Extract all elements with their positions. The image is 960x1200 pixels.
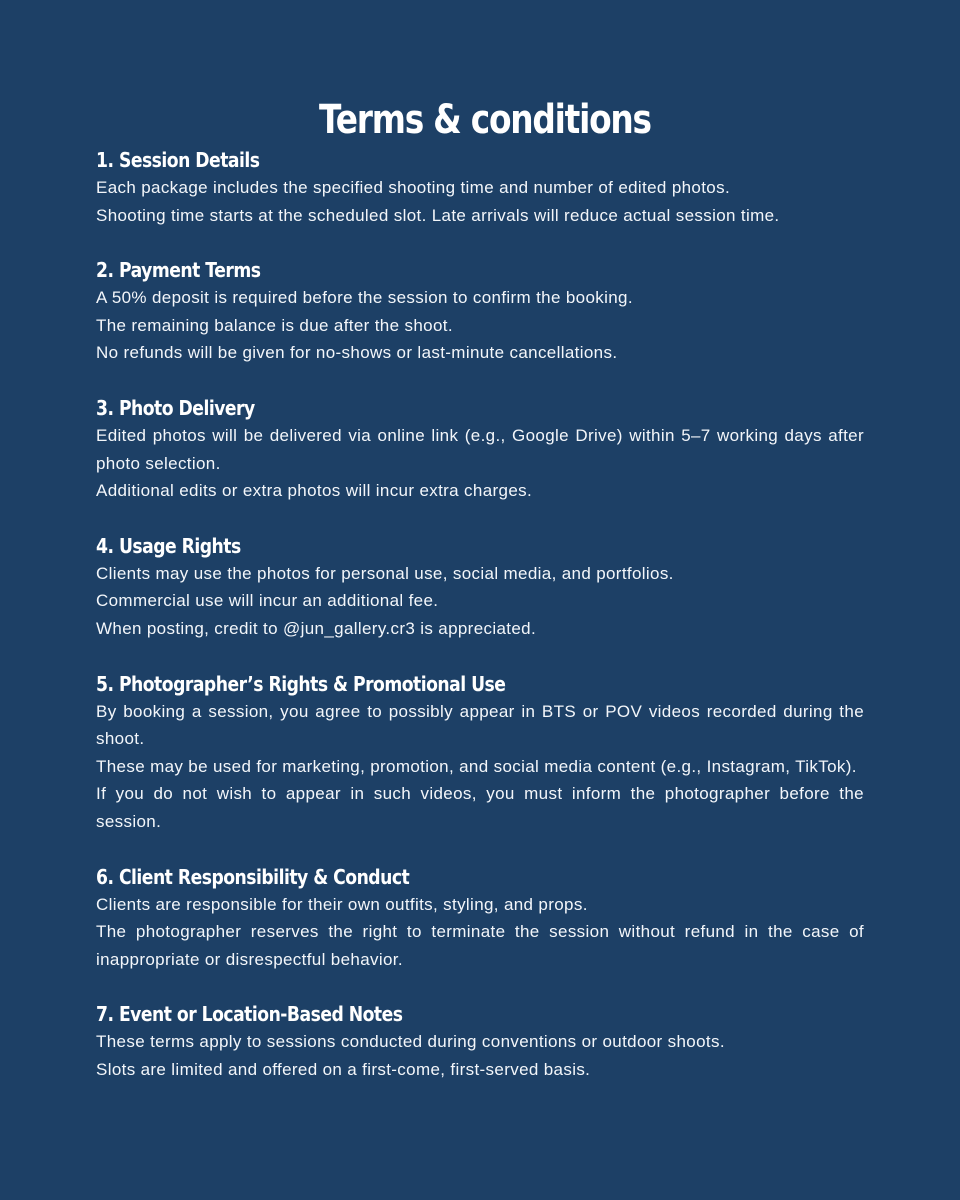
section-heading: 1. Session Details — [96, 148, 260, 172]
section-line: Slots are limited and offered on a first-come, first-served basis. — [96, 1059, 591, 1079]
section-line: Additional edits or extra photos will incur extra charges. — [96, 481, 533, 501]
section-line: By booking a session, you agree to possibly appear in BTS or POV videos recorded during the shoot. — [96, 701, 864, 749]
section-line: When posting, credit to @jun_gallery.cr3 is appreciated. — [96, 618, 537, 638]
section-heading: 3. Photo Delivery — [96, 395, 255, 420]
section-line: No refunds will be given for no-shows or last-minute cancellations. — [96, 343, 618, 363]
section-line: Each package includes the specified shooting time and number of edited photos. — [96, 178, 731, 197]
section-client-responsibility — [96, 863, 864, 974]
section-line: A 50% deposit is required before the session to confirm the booking. — [96, 288, 633, 308]
section-heading: 5. Photographer’s Rights & Promotional Use — [96, 671, 506, 696]
section-heading: 6. Client Responsibility & Conduct — [96, 864, 410, 889]
section-line: The photographer reserves the right to terminate the session without refund in the case of inappropriate or disrespectful behavior. — [96, 922, 864, 969]
page-title: Terms & conditions — [318, 97, 651, 143]
section-session-details — [96, 146, 864, 229]
section-photo-delivery — [96, 394, 864, 505]
section-line: If you do not wish to appear in such videos, you must inform the photographer before the session. — [96, 784, 864, 831]
section-line: These terms apply to sessions conducted during conventions or outdoor shoots. — [96, 1032, 725, 1052]
section-line: Commercial use will incur an additional fee. — [96, 591, 439, 611]
section-line: Clients may use the photos for personal use, social media, and portfolios. — [96, 563, 674, 583]
section-line: Shooting time starts at the scheduled slot. Late arrivals will reduce actual session time. — [96, 205, 780, 225]
section-heading: 2. Payment Terms — [96, 258, 261, 283]
section-event-notes — [96, 1000, 864, 1083]
section-usage-rights — [96, 532, 864, 643]
section-line: Clients are responsible for their own outfits, styling, and props. — [96, 894, 588, 914]
section-line: These may be used for marketing, promotion, and social media content (e.g., Instagram, TikTok). — [96, 756, 857, 776]
terms-sections — [96, 146, 864, 1083]
section-line: The remaining balance is due after the shoot. — [96, 315, 453, 335]
section-heading: 4. Usage Rights — [96, 533, 241, 558]
section-photographer-rights — [96, 670, 864, 836]
section-line: Edited photos will be delivered via online link (e.g., Google Drive) within 5–7 working days after photo selection. — [96, 425, 864, 473]
section-heading: 7. Event or Location-Based Notes — [96, 1002, 403, 1027]
section-payment-terms — [96, 256, 864, 367]
